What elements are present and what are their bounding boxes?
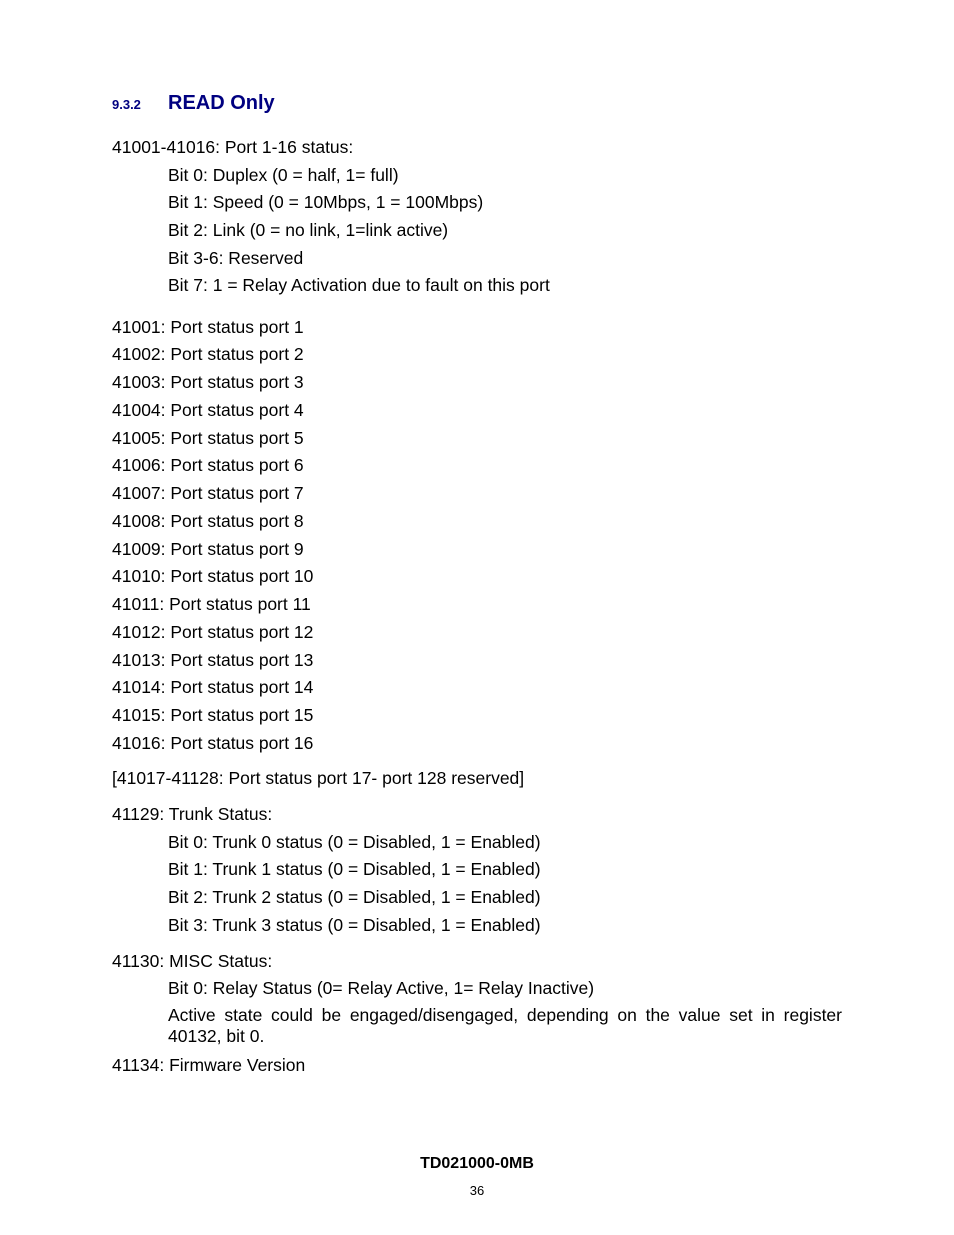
footer-page-number: 36	[469, 1183, 485, 1198]
port-register-line: 41008: Port status port 8	[112, 511, 304, 531]
misc-bit-line: Bit 0: Relay Status (0= Relay Active, 1= Relay Inactive)	[168, 978, 595, 998]
port-register-line: 41010: Port status port 10	[112, 566, 314, 586]
trunk-bit-line: Bit 1: Trunk 1 status (0 = Disabled, 1 = Enabled)	[168, 859, 541, 879]
trunk-bit-line: Bit 0: Trunk 0 status (0 = Disabled, 1 = Enabled)	[168, 832, 541, 852]
port-register-line: 41014: Port status port 14	[112, 677, 314, 697]
port-status-header: 41001-41016: Port 1-16 status:	[112, 137, 354, 157]
port-register-line: 41007: Port status port 7	[112, 483, 304, 503]
section-heading	[112, 92, 275, 115]
misc-note-paragraph: Active state could be engaged/disengaged, depending on the value set in register 40132, bit 0.	[168, 1005, 842, 1046]
port-register-line: 41009: Port status port 9	[112, 539, 304, 559]
port-register-line: 41004: Port status port 4	[112, 400, 304, 420]
misc-status-header: 41130: MISC Status:	[112, 951, 273, 971]
port-bit-line: Bit 2: Link (0 = no link, 1=link active)	[168, 220, 449, 240]
section-title: READ Only	[168, 92, 275, 114]
port-bit-line: Bit 3-6: Reserved	[168, 248, 304, 268]
port-register-line: 41003: Port status port 3	[112, 372, 304, 392]
trunk-status-header: 41129: Trunk Status:	[112, 804, 273, 824]
trunk-bit-line: Bit 3: Trunk 3 status (0 = Disabled, 1 = Enabled)	[168, 915, 541, 935]
section-number: 9.3.2	[112, 97, 141, 112]
port-register-line: 41015: Port status port 15	[112, 705, 314, 725]
port-register-line: 41002: Port status port 2	[112, 344, 304, 364]
port-register-line: 41011: Port status port 11	[112, 594, 311, 614]
trunk-bit-line: Bit 2: Trunk 2 status (0 = Disabled, 1 = Enabled)	[168, 887, 541, 907]
port-register-line: 41006: Port status port 6	[112, 455, 304, 475]
firmware-version-line: 41134: Firmware Version	[112, 1055, 306, 1075]
port-register-line: 41012: Port status port 12	[112, 622, 314, 642]
footer-document-code: TD021000-0MB	[420, 1155, 534, 1172]
port-bit-line: Bit 7: 1 = Relay Activation due to fault on this port	[168, 275, 550, 295]
reserved-note: [41017-41128: Port status port 17- port 128 reserved]	[112, 768, 525, 788]
port-register-line: 41001: Port status port 1	[112, 317, 304, 337]
port-register-line: 41005: Port status port 5	[112, 428, 304, 448]
port-register-line: 41013: Port status port 13	[112, 650, 314, 670]
port-bit-line: Bit 0: Duplex (0 = half, 1= full)	[168, 165, 399, 185]
port-register-line: 41016: Port status port 16	[112, 733, 314, 753]
port-bit-line: Bit 1: Speed (0 = 10Mbps, 1 = 100Mbps)	[168, 192, 484, 212]
